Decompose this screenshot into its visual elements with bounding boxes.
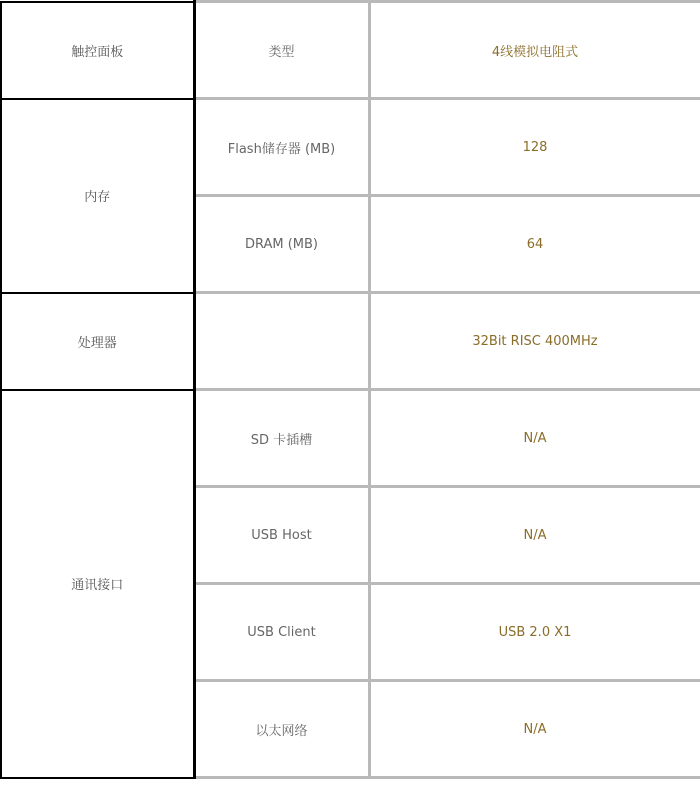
spec-name-cell <box>194 293 369 390</box>
spec-name-cell: DRAM (MB) <box>194 196 369 293</box>
table-row <box>1 99 700 196</box>
spec-value-cell: USB 2.0 X1 <box>369 584 700 681</box>
spec-value-cell: N/A <box>369 390 700 487</box>
spec-name-cell: SD 卡插槽 <box>194 390 369 487</box>
table-row <box>1 2 700 99</box>
category-cell: 内存 <box>1 99 194 293</box>
spec-name-cell: USB Host <box>194 487 369 584</box>
table-row <box>1 390 700 487</box>
spec-value-cell: 4线模拟电阻式 <box>369 2 700 99</box>
category-cell: 处理器 <box>1 293 194 390</box>
spec-value-cell: 64 <box>369 196 700 293</box>
category-cell: 通讯接口 <box>1 390 194 778</box>
spec-value-cell: 128 <box>369 99 700 196</box>
spec-name-cell: USB Client <box>194 584 369 681</box>
table-row <box>1 293 700 390</box>
spec-name-cell: Flash储存器 (MB) <box>194 99 369 196</box>
spec-name-cell: 以太网络 <box>194 681 369 778</box>
spec-value-cell: N/A <box>369 487 700 584</box>
spec-value-cell: 32Bit RISC 400MHz <box>369 293 700 390</box>
category-cell: 触控面板 <box>1 2 194 99</box>
spec-value-cell: N/A <box>369 681 700 778</box>
spec-name-cell: 类型 <box>194 2 369 99</box>
